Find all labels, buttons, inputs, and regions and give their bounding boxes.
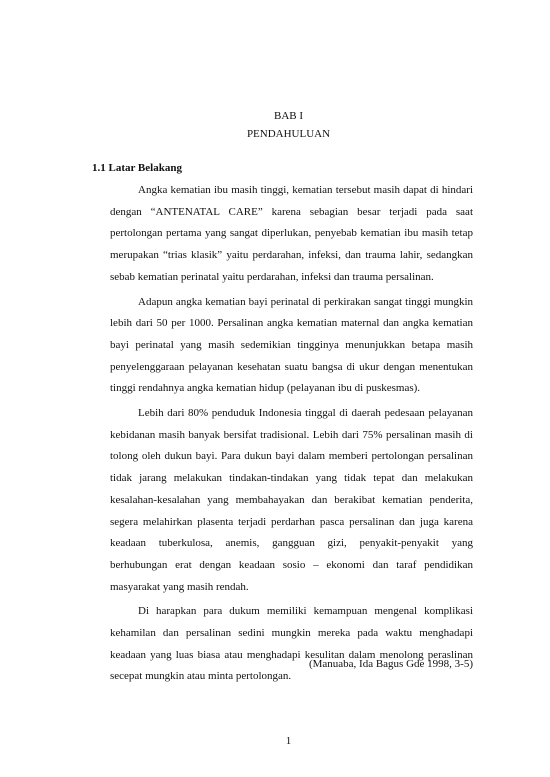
citation: (Manuaba, Ida Bagus Gde 1998, 3-5): [308, 658, 473, 670]
paragraph-1: Angka kematian ibu masih tinggi, kematian tersebut masih dapat di hindari dengan “ANTENATAL CARE” karena sebagian besar terjadi pada saat pertolongan pertama yang sangat diperlukan, penyebab kematian ibu masih tetap merupakan “trias klasik” yaitu perdarahan, infeksi, dan trauma lahir, sedangkan sebab kematian perinatal yaitu perdarahan, infeksi dan trauma persalinan.: [110, 184, 473, 283]
paragraph-3: Lebih dari 80% penduduk Indonesia tinggal di daerah pedesaan pelayanan kebidanan masih banyak bersifat tradisional. Lebih dari 75% persalinan masih di tolong oleh dukun bayi. Para dukun bayi dalam memberi pertolongan persalinan tidak jarang melakukan tindakan-tindakan yang tidak tepat dan melakukan kesalahan-kesalahan yang membahayakan dan berakibat kematian penderita, segera melahirkan plasenta terjadi perdarhan pasca persalinan dan juga karena keadaan tuberkulosa, anemis, gangguan gizi, penyakit-penyakit yang berhubungan erat dengan keadaan sosio – ekonomi dan taraf pendidikan masyarakat yang masih rendah.: [110, 407, 473, 593]
body-text: [110, 180, 473, 691]
paragraph-2: Adapun angka kematian bayi perinatal di perkirakan sangat tinggi mungkin lebih dari 50 per 1000. Persalinan angka kematian maternal dan angka kematian bayi perinatal yang masih sedemikian tingginya menunjukkan betapa masih penyelenggaraan pelayanan kesehatan suatu bangsa di ukur dengan menentukan tinggi rendahnya angka kematian hidup (pelayanan ibu di puskesmas).: [110, 295, 473, 395]
paragraph-4: Di harapkan para dukum memiliki kemampuan mengenal komplikasi kehamilan dan persalinan sedini mungkin mereka pada waktu menghadapi keadaan yang luas biasa atau menghadapi kesulitan dalam menolong peraslinan secepat mungkin atau minta pertolongan.: [110, 605, 473, 683]
section-heading: 1.1 Latar Belakang: [92, 162, 182, 174]
page-number: 1: [285, 735, 292, 747]
chapter-number: BAB I: [273, 110, 304, 122]
chapter-title: PENDAHULUAN: [246, 128, 331, 140]
